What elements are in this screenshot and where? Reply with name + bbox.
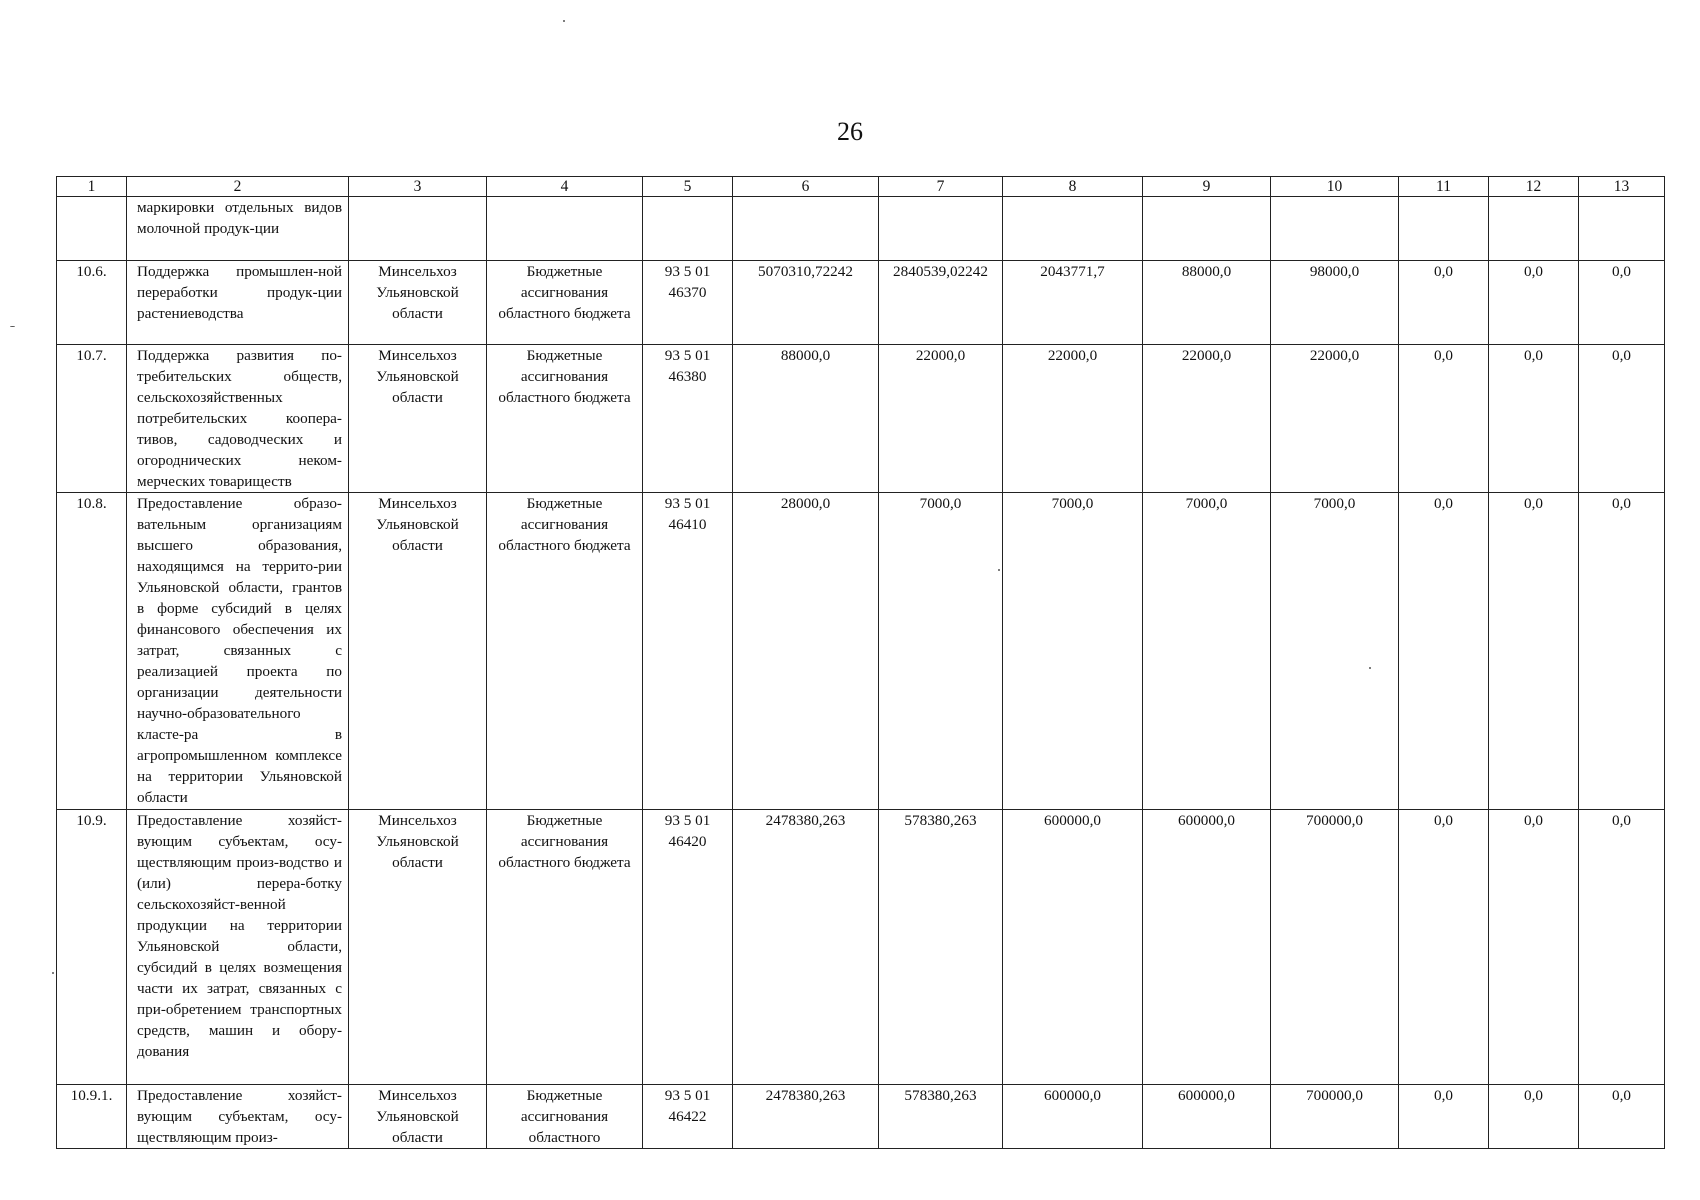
value-col12: 0,0 [1489, 1085, 1579, 1149]
value-col11: 0,0 [1399, 493, 1489, 810]
funding-source: Бюджетные ассигнования областного бюджета [487, 810, 643, 1085]
column-header: 13 [1579, 177, 1665, 197]
value-col12: 0,0 [1489, 810, 1579, 1085]
measure-name: Поддержка развития по-требительских обществ, сельскохозяйственных потребительских коопера-тивов, садоводческих и огороднических неком-мерческих товариществ [127, 345, 349, 493]
measure-name: маркировки отдельных видов молочной продук-ции [127, 197, 349, 261]
scan-speck [10, 326, 15, 327]
table-row [57, 345, 1665, 493]
column-header: 9 [1143, 177, 1271, 197]
executor [349, 197, 487, 261]
executor: Минсельхоз Ульяновской области [349, 810, 487, 1085]
budget-table [56, 176, 1665, 1149]
total-value [733, 197, 879, 261]
value-col10 [1271, 197, 1399, 261]
table-row [57, 197, 1665, 261]
table-row [57, 810, 1665, 1085]
row-number: 10.8. [57, 493, 127, 810]
value-col12: 0,0 [1489, 345, 1579, 493]
scan-speck [998, 569, 1000, 571]
value-col11: 0,0 [1399, 345, 1489, 493]
row-number: 10.7. [57, 345, 127, 493]
value-col7: 578380,263 [879, 1085, 1003, 1149]
value-col8: 7000,0 [1003, 493, 1143, 810]
scan-speck [1369, 667, 1371, 669]
value-col7: 7000,0 [879, 493, 1003, 810]
column-number-row [57, 177, 1665, 197]
column-header: 6 [733, 177, 879, 197]
value-col8: 22000,0 [1003, 345, 1143, 493]
column-header: 3 [349, 177, 487, 197]
value-col13: 0,0 [1579, 493, 1665, 810]
budget-code: 93 5 01 46380 [643, 345, 733, 493]
table-row [57, 261, 1665, 345]
column-header: 11 [1399, 177, 1489, 197]
column-header: 2 [127, 177, 349, 197]
value-col7 [879, 197, 1003, 261]
value-col10: 700000,0 [1271, 1085, 1399, 1149]
value-col9 [1143, 197, 1271, 261]
value-col13: 0,0 [1579, 1085, 1665, 1149]
value-col12 [1489, 197, 1579, 261]
value-col10: 98000,0 [1271, 261, 1399, 345]
executor: Минсельхоз Ульяновской области [349, 345, 487, 493]
value-col7: 578380,263 [879, 810, 1003, 1085]
funding-source: Бюджетные ассигнования областного [487, 1085, 643, 1149]
budget-code: 93 5 01 46370 [643, 261, 733, 345]
value-col8 [1003, 197, 1143, 261]
column-header: 4 [487, 177, 643, 197]
total-value: 2478380,263 [733, 1085, 879, 1149]
table-row [57, 1085, 1665, 1149]
column-header: 1 [57, 177, 127, 197]
column-header: 10 [1271, 177, 1399, 197]
value-col13: 0,0 [1579, 345, 1665, 493]
row-number: 10.6. [57, 261, 127, 345]
value-col8: 600000,0 [1003, 810, 1143, 1085]
measure-name: Предоставление хозяйст-вующим субъектам, осу-ществляющим произ- [127, 1085, 349, 1149]
total-value: 2478380,263 [733, 810, 879, 1085]
row-number [57, 197, 127, 261]
column-header: 12 [1489, 177, 1579, 197]
value-col8: 600000,0 [1003, 1085, 1143, 1149]
value-col9: 600000,0 [1143, 1085, 1271, 1149]
scan-speck [563, 20, 565, 22]
funding-source: Бюджетные ассигнования областного бюджета [487, 493, 643, 810]
total-value: 28000,0 [733, 493, 879, 810]
total-value: 88000,0 [733, 345, 879, 493]
budget-code: 93 5 01 46422 [643, 1085, 733, 1149]
value-col7: 22000,0 [879, 345, 1003, 493]
row-number: 10.9.1. [57, 1085, 127, 1149]
budget-code: 93 5 01 46420 [643, 810, 733, 1085]
column-header: 7 [879, 177, 1003, 197]
row-number: 10.9. [57, 810, 127, 1085]
value-col9: 22000,0 [1143, 345, 1271, 493]
value-col12: 0,0 [1489, 493, 1579, 810]
value-col8: 2043771,7 [1003, 261, 1143, 345]
table-row [57, 493, 1665, 810]
budget-code: 93 5 01 46410 [643, 493, 733, 810]
value-col11: 0,0 [1399, 261, 1489, 345]
value-col10: 22000,0 [1271, 345, 1399, 493]
value-col13: 0,0 [1579, 810, 1665, 1085]
page-number: 26 [837, 117, 863, 146]
value-col13 [1579, 197, 1665, 261]
value-col9: 7000,0 [1143, 493, 1271, 810]
measure-name: Предоставление образо-вательным организациям высшего образования, находящимся на террито-рии Ульяновской области, грантов в форме субсидий в целях финансового обеспечения их затрат, связанных с реализацией проекта по организации деятельности научно-образовательного класте-ра в агропромышленном комплексе на территории Ульяновской области [127, 493, 349, 810]
column-header: 8 [1003, 177, 1143, 197]
budget-code [643, 197, 733, 261]
measure-name: Предоставление хозяйст-вующим субъектам, осу-ществляющим произ-водство и (или) перера-ботку сельскохозяйст-венной продукции на территории Ульяновской области, субсидий в целях возмещения части их затрат, связанных с при-обретением транспортных средств, машин и обору-дования [127, 810, 349, 1085]
measure-name: Поддержка промышлен-ной переработки продук-ции растениеводства [127, 261, 349, 345]
funding-source: Бюджетные ассигнования областного бюджета [487, 261, 643, 345]
column-header: 5 [643, 177, 733, 197]
value-col9: 600000,0 [1143, 810, 1271, 1085]
funding-source [487, 197, 643, 261]
value-col11: 0,0 [1399, 1085, 1489, 1149]
total-value: 5070310,72242 [733, 261, 879, 345]
value-col10: 700000,0 [1271, 810, 1399, 1085]
value-col11 [1399, 197, 1489, 261]
scan-speck [52, 972, 54, 974]
value-col9: 88000,0 [1143, 261, 1271, 345]
value-col11: 0,0 [1399, 810, 1489, 1085]
value-col10: 7000,0 [1271, 493, 1399, 810]
executor: Минсельхоз Ульяновской области [349, 261, 487, 345]
value-col7: 2840539,02242 [879, 261, 1003, 345]
executor: Минсельхоз Ульяновской области [349, 1085, 487, 1149]
value-col12: 0,0 [1489, 261, 1579, 345]
value-col13: 0,0 [1579, 261, 1665, 345]
executor: Минсельхоз Ульяновской области [349, 493, 487, 810]
funding-source: Бюджетные ассигнования областного бюджета [487, 345, 643, 493]
